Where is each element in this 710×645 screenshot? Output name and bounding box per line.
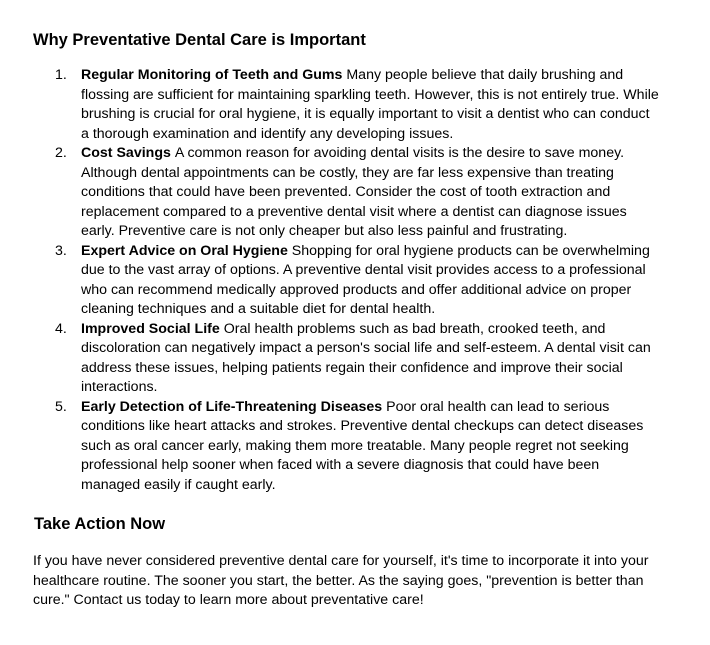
section-heading-why: Why Preventative Dental Care is Important: [33, 31, 366, 49]
list-item: [55, 320, 661, 398]
list-item-number: 2.: [55, 145, 67, 161]
list-item-number: 3.: [55, 242, 67, 259]
list-item-title: Expert Advice on Oral Hygiene: [81, 242, 292, 259]
closing-paragraph: If you have never considered preventive dental care for yourself, it's time to incorporate it into your healthcare routine. The sooner you start, the better. As the saying goes, "prevention is better than cure." Contact us today to learn more about preventative care!: [33, 553, 649, 608]
list-item-title: Regular Monitoring of Teeth and Gums: [81, 67, 347, 83]
list-item-text: Oral health problems such as bad breath, crooked teeth, and discoloration can negatively impact a person's social life and self-esteem. A dental visit can address these issues, helping patients regain their confidence and improve their social interactions.: [81, 320, 651, 395]
list-item: [55, 398, 661, 496]
list-item: [55, 144, 661, 242]
list-item-title: Improved Social Life: [81, 320, 224, 337]
list-item: [55, 242, 661, 320]
list-item-text: Shopping for oral hygiene products can be overwhelming due to the vast array of options. A preventive dental visit provides access to a professional who can recommend medically approved products and offer additional advice on proper cleaning techniques and a suitable diet for dental health.: [81, 242, 650, 317]
list-item-number: 1.: [55, 67, 67, 83]
section-heading-action: Take Action Now: [34, 515, 166, 533]
list-item-title: Cost Savings: [81, 145, 175, 161]
benefits-list: [55, 66, 661, 495]
list-item-text: Poor oral health can lead to serious conditions like heart attacks and strokes. Preventive dental checkups can detect diseases such as oral cancer early, making them more treatable. Many people regret not seeking professional help sooner when faced with a severe diagnosis that could have been managed easily if caught early.: [81, 398, 644, 493]
list-item-number: 4.: [55, 320, 67, 337]
list-item: [55, 66, 661, 144]
list-item-title: Early Detection of Life-Threatening Diseases: [81, 398, 387, 415]
list-item-text: A common reason for avoiding dental visits is the desire to save money. Although dental appointments can be costly, they are far less expensive than treating conditions that could have been prevented. Consider the cost of tooth extraction and replacement compared to a preventive dental visit where a dentist can diagnose issues early. Preventive care is not only cheaper but also less painful and frustrating.: [81, 145, 627, 239]
list-item-number: 5.: [55, 398, 67, 415]
list-item-text: Many people believe that daily brushing and flossing are sufficient for maintaining sparkling teeth. However, this is not entirely true. While brushing is crucial for oral hygiene, it is equally important to visit a dentist who can conduct a thorough examination and identify any developing issues.: [81, 67, 659, 142]
